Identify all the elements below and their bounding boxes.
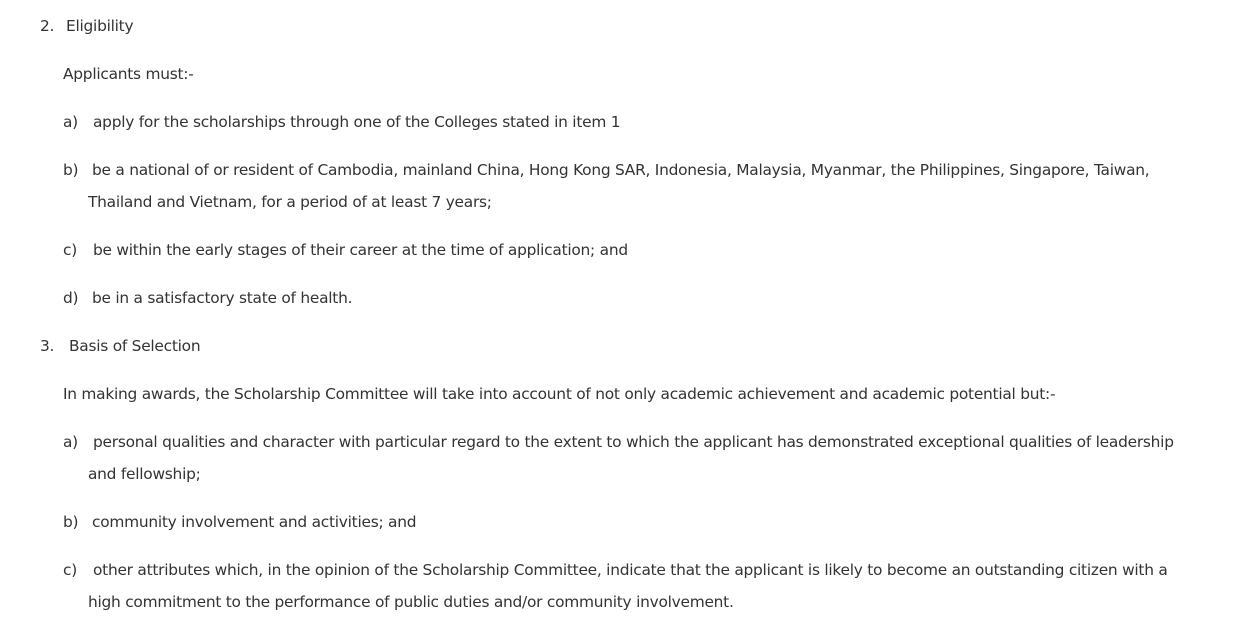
item-marker: b) xyxy=(63,161,79,179)
item-text: be a national of or resident of Cambodia, mainland China, Hong Kong SAR, Indonesia, Malaysia, Myanmar, the Philippines, Singapore, Taiwan, xyxy=(92,161,1150,179)
item-text: be in a satisfactory state of health. xyxy=(92,289,353,307)
item-text: personal qualities and character with particular regard to the extent to which the applicant has demonstrated exceptional qualities of leadership xyxy=(93,433,1174,451)
item-marker: a) xyxy=(63,433,78,451)
item-marker: a) xyxy=(63,113,78,131)
item-marker: c) xyxy=(63,241,77,259)
item-marker: c) xyxy=(63,561,77,579)
section-number: 2. xyxy=(40,17,55,35)
item-text-continuation: Thailand and Vietnam, for a period of at least 7 years; xyxy=(88,193,492,211)
item-text: be within the early stages of their career at the time of application; and xyxy=(93,241,628,259)
section-intro: Applicants must:- xyxy=(63,65,194,83)
section-title: Basis of Selection xyxy=(69,337,201,355)
item-text: apply for the scholarships through one of the Colleges stated in item 1 xyxy=(93,113,621,131)
item-marker: b) xyxy=(63,513,79,531)
section-number: 3. xyxy=(40,337,55,355)
section-intro: In making awards, the Scholarship Committee will take into account of not only academic achievement and academic potential but:- xyxy=(63,385,1056,403)
item-text: other attributes which, in the opinion of the Scholarship Committee, indicate that the applicant is likely to become an outstanding citizen with a xyxy=(93,561,1168,579)
section-title: Eligibility xyxy=(66,17,134,35)
item-text: community involvement and activities; and xyxy=(92,513,417,531)
item-text-continuation: and fellowship; xyxy=(88,465,201,483)
item-text-continuation: high commitment to the performance of public duties and/or community involvement. xyxy=(88,593,734,611)
item-marker: d) xyxy=(63,289,79,307)
